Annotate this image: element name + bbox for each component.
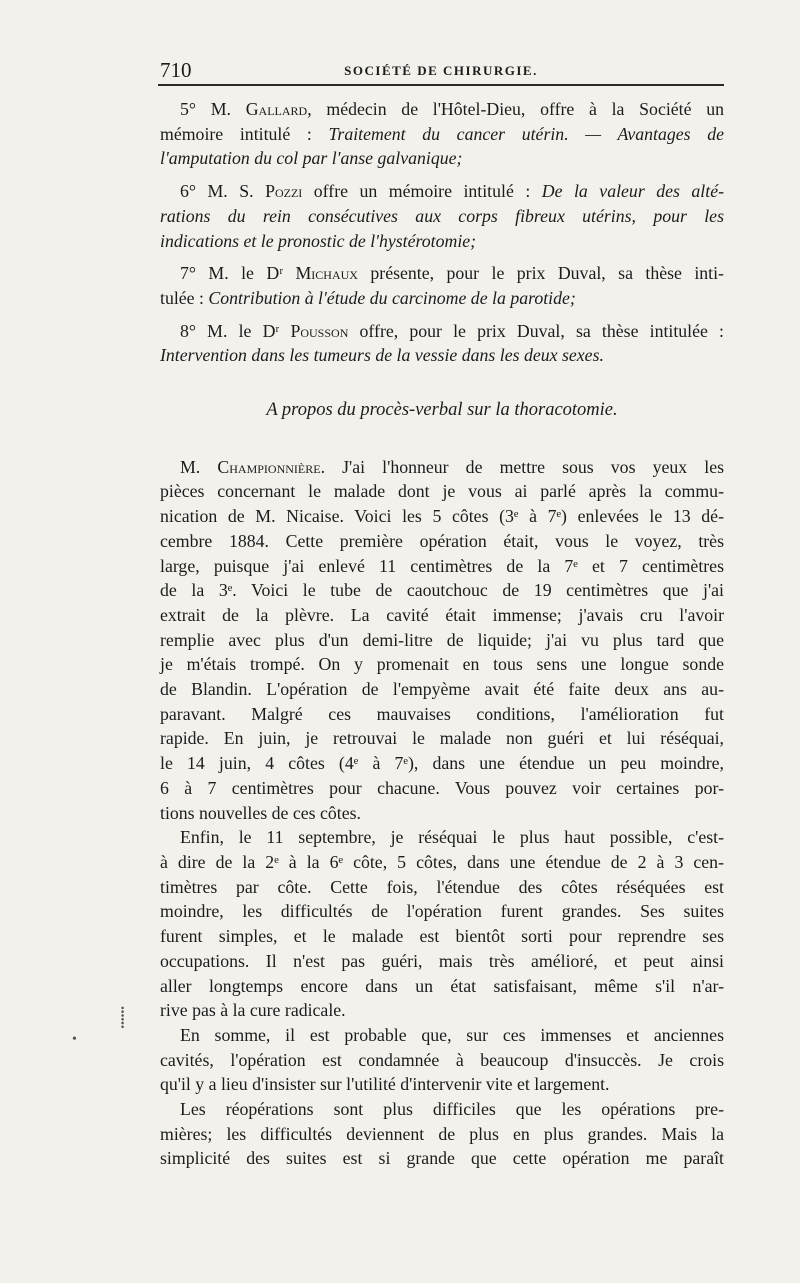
text-line: je m'étais trompé. On y promenait en tous sens une longue sonde [160, 654, 724, 675]
text-line: 6 à 7 centimètres pour chacune. Vous pouvez voir certaines por- [160, 777, 724, 798]
text-line: occupations. Il n'est pas guéri, mais très amélioré, et peut ainsi [160, 950, 724, 971]
speaker-name: Championnière. [217, 456, 326, 477]
text-line: Les réopérations sont plus difficiles que les opérations pre- [180, 1099, 724, 1120]
text-line: 6° M. S. Pozzi offre un mémoire intitulé : De la valeur des alté- [180, 181, 725, 202]
text-line: pièces concernant le malade dont je vous ai parlé après la commu- [160, 481, 724, 502]
section-title: A propos du procès-verbal sur la thoracotomie. [266, 400, 618, 421]
text-line: indications et le pronostic de l'hystérotomie; [160, 230, 477, 251]
text-line: mémoire intitulé : Traitement du cancer utérin. — Avantages de [160, 123, 724, 144]
person-name: Gallard, [245, 99, 312, 119]
person-name: Michaux [295, 263, 358, 284]
person-name: Pousson [290, 320, 349, 341]
text-line: l'amputation du col par l'anse galvanique; [160, 148, 463, 169]
running-head: SOCIÉTÉ DE CHIRURGIE. [344, 63, 538, 78]
text-line: rations du rein consécutives aux corps fibreux utérins, pour les [160, 205, 724, 226]
text-line: large, puisque j'ai enlevé 11 centimètres de la 7ᵉ et 7 centimètres [160, 555, 724, 576]
text-line: mières; les difficultés deviennent de plus en plus grandes. Mais la [160, 1123, 724, 1144]
page-body [160, 97, 724, 1171]
paragraph [160, 1023, 724, 1097]
text-line: cavités, l'opération est condamnée à beaucoup d'insuccès. Je crois [160, 1049, 724, 1070]
text-line: extrait de la plèvre. La cavité était immense; j'avais cru l'avoir [160, 604, 724, 625]
text-line: Enfin, le 11 septembre, je réséquai le plus haut possible, c'est- [180, 827, 724, 848]
page-header [158, 58, 724, 86]
text-line: rive pas à la cure radicale. [160, 1000, 346, 1021]
list-item [160, 261, 724, 310]
paragraph [160, 1097, 724, 1171]
text-line: qu'il y a lieu d'insister sur l'utilité d'intervenir vite et largement. [160, 1074, 610, 1095]
text-line: de la 3ᵉ. Voici le tube de caoutchouc de 19 centimètres que j'ai [160, 580, 724, 601]
text-line: cembre 1884. Cette première opération était, vous le voyez, très [160, 530, 724, 551]
paragraph [160, 825, 724, 1023]
text-line: Intervention dans les tumeurs de la vessie dans les deux sexes. [160, 345, 604, 366]
text-line: tulée : Contribution à l'étude du carcinome de la parotide; [160, 287, 576, 308]
text-line: paravant. Malgré ces mauvaises conditions, l'amélioration fut [160, 703, 724, 724]
text-line: 8° M. le Dʳ Pousson offre, pour le prix Duval, sa thèse intitulée : [180, 320, 724, 341]
text-line: En somme, il est probable que, sur ces immenses et anciennes [180, 1024, 724, 1045]
margin-dot: • [72, 1032, 77, 1047]
text-line: de Blandin. L'opération de l'empyème avait été faite deux ans au- [160, 679, 724, 700]
text-line: M. Championnière. J'ai l'honneur de mettre sous vos yeux les [180, 456, 725, 477]
text-line: aller longtemps encore dans un état satisfaisant, même s'il n'ar- [160, 975, 724, 996]
text-line: tions nouvelles de ces côtes. [160, 802, 361, 823]
list-item [160, 97, 724, 171]
text-line: rapide. En juin, je retrouvai le malade non guéri et lui réséquai, [160, 728, 724, 749]
text-line: à dire de la 2ᵉ à la 6ᵉ côte, 5 côtes, dans une étendue de 2 à 3 cen- [160, 851, 724, 872]
text-line: 7° M. le Dʳ Michaux présente, pour le prix Duval, sa thèse inti- [180, 263, 724, 284]
text-line: timètres par côte. Cette fois, l'étendue des côtes réséquées est [160, 876, 724, 897]
text-line: le 14 juin, 4 côtes (4ᵉ à 7ᵉ), dans une étendue un peu moindre, [160, 753, 724, 774]
margin-mark: ⸽ [120, 1007, 126, 1029]
text-line: furent simples, et le malade est bientôt sorti pour reprendre ses [160, 926, 724, 947]
text-line: moindre, les difficultés de l'opération furent grandes. Ses suites [160, 901, 724, 922]
list-item [160, 319, 724, 368]
text-line: remplie avec plus d'un demi-litre de liquide; j'ai vu plus tard que [160, 629, 724, 650]
page-number: 710 [160, 58, 192, 82]
list-item [160, 179, 724, 253]
text-line: 5° M. Gallard, médecin de l'Hôtel-Dieu, offre à la Société un [180, 99, 724, 119]
paragraph [160, 455, 724, 826]
text-line: nication de M. Nicaise. Voici les 5 côtes (3ᵉ à 7ᵉ) enlevées le 13 dé- [160, 506, 724, 527]
text-line: simplicité des suites est si grande que cette opération me paraît [160, 1148, 724, 1169]
person-name: Pozzi [265, 181, 303, 202]
